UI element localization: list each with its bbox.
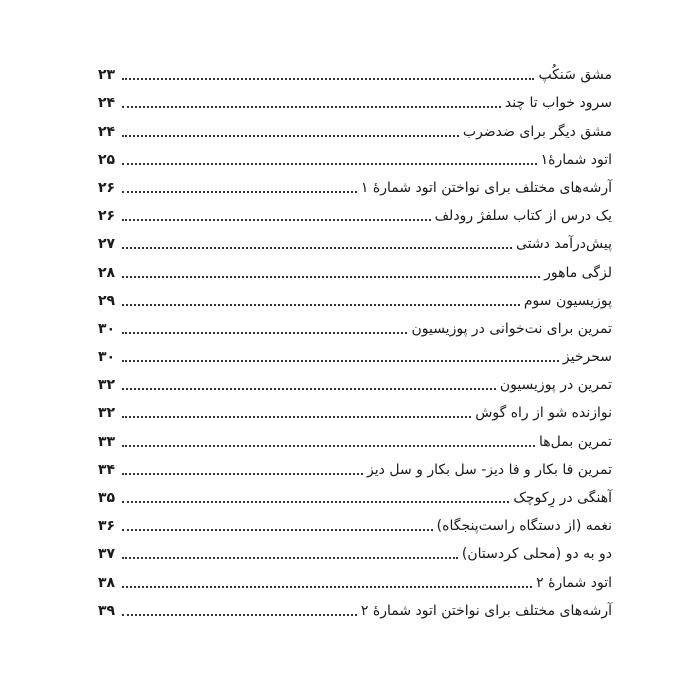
dot-leader <box>122 219 431 221</box>
toc-entry-title: اتود شمارهٔ ۲ <box>536 574 612 591</box>
toc-entry-page-number: ۳۹ <box>98 602 116 619</box>
toc-entry <box>98 312 612 340</box>
toc-entry-title: یک درس از کتاب سلفژ رودلف <box>434 208 612 225</box>
toc-entry <box>98 58 612 86</box>
toc-entry-page-number: ۳۰ <box>98 320 116 337</box>
dot-leader <box>122 247 512 249</box>
toc-entry-title: لزگی ماهور <box>544 264 612 281</box>
dot-leader <box>122 614 357 616</box>
toc-entry <box>98 143 612 171</box>
toc-entry <box>98 171 612 199</box>
table-of-contents <box>98 58 612 622</box>
toc-entry-title: نوازنده شو از راه گوش <box>475 405 612 422</box>
toc-entry <box>98 594 612 622</box>
dot-leader <box>122 360 559 362</box>
toc-entry-page-number: ۲۳ <box>98 67 116 84</box>
toc-entry <box>98 509 612 537</box>
toc-entry-title: مشق دیگر برای ضدضرب <box>462 123 612 140</box>
toc-entry-title: تمرین برای نت‌خوانی در پوزیسیون <box>411 320 612 337</box>
toc-entry-page-number: ۳۵ <box>98 490 116 506</box>
toc-entry-title: مشق سَنکُپ <box>538 67 612 84</box>
toc-entry-page-number: ۲۸ <box>98 264 116 281</box>
dot-leader <box>122 388 496 390</box>
toc-entry-title: دو به دو (محلی کردستان) <box>461 546 612 563</box>
toc-entry-page-number: ۳۲ <box>98 377 116 394</box>
dot-leader <box>122 445 535 447</box>
toc-entry <box>98 199 612 227</box>
dot-leader <box>122 163 537 165</box>
toc-entry-title: اتود شمارهٔ۱ <box>540 151 612 168</box>
toc-entry-page-number: ۳۶ <box>98 518 116 535</box>
toc-entry <box>98 340 612 368</box>
toc-entry <box>98 565 612 593</box>
toc-entry-page-number: ۲۷ <box>98 236 116 253</box>
toc-entry-title: آرشه‌های مختلف برای نواختن اتود شمارهٔ ۲ <box>360 602 612 619</box>
dot-leader <box>122 304 520 306</box>
toc-entry-title: نغمه (از دستگاه راست‌پنجگاه) <box>436 518 612 535</box>
toc-entry-page-number: ۳۴ <box>98 461 116 478</box>
toc-entry <box>98 368 612 396</box>
dot-leader <box>122 276 540 278</box>
toc-entry <box>98 227 612 255</box>
toc-entry-page-number: ۳۳ <box>98 433 116 450</box>
dot-leader <box>122 106 501 108</box>
toc-entry-page-number: ۳۰ <box>98 349 116 366</box>
toc-entry-page-number: ۲۶ <box>98 208 116 225</box>
toc-entry-title: پوزیسیون سوم <box>523 292 612 309</box>
toc-entry <box>98 424 612 452</box>
dot-leader <box>122 529 433 531</box>
toc-entry-title: تمرین در پوزیسیون <box>499 377 612 394</box>
dot-leader <box>122 586 532 588</box>
dot-leader <box>122 501 509 503</box>
toc-entry-title: آرشه‌های مختلف برای نواختن اتود شمارهٔ ۱ <box>360 179 612 196</box>
dot-leader <box>122 191 357 193</box>
toc-entry-page-number: ۳۸ <box>98 574 116 591</box>
toc-entry-title: تمرین فا بکار و فا دیز- سل بکار و سل دیز <box>367 461 612 478</box>
toc-entry <box>98 284 612 312</box>
toc-entry <box>98 481 612 509</box>
toc-entry <box>98 255 612 283</box>
toc-entry-title: آهنگی در رِکوچک <box>513 490 612 506</box>
toc-entry-title: پیش‌درآمد دشتی <box>515 236 612 253</box>
toc-entry-page-number: ۳۷ <box>98 546 116 563</box>
dot-leader <box>122 473 363 475</box>
toc-entry <box>98 537 612 565</box>
toc-entry-page-number: ۲۵ <box>98 151 116 168</box>
dot-leader <box>122 135 459 137</box>
dot-leader <box>122 78 534 80</box>
toc-entry-title: سرود خواب تا چند <box>504 95 612 112</box>
toc-entry-page-number: ۲۴ <box>98 95 116 112</box>
dot-leader <box>122 416 471 418</box>
dot-leader <box>122 557 458 559</box>
toc-entry-page-number: ۲۹ <box>98 292 116 309</box>
toc-entry-page-number: ۲۴ <box>98 123 116 140</box>
toc-entry-page-number: ۳۲ <box>98 405 116 422</box>
dot-leader <box>122 332 407 334</box>
toc-entry-page-number: ۲۶ <box>98 179 116 196</box>
toc-entry <box>98 396 612 424</box>
toc-entry <box>98 86 612 114</box>
toc-entry <box>98 453 612 481</box>
toc-entry-title: سحرخیز <box>562 349 612 366</box>
toc-entry-title: تمرین بمل‌ها <box>539 433 612 450</box>
toc-entry <box>98 114 612 142</box>
